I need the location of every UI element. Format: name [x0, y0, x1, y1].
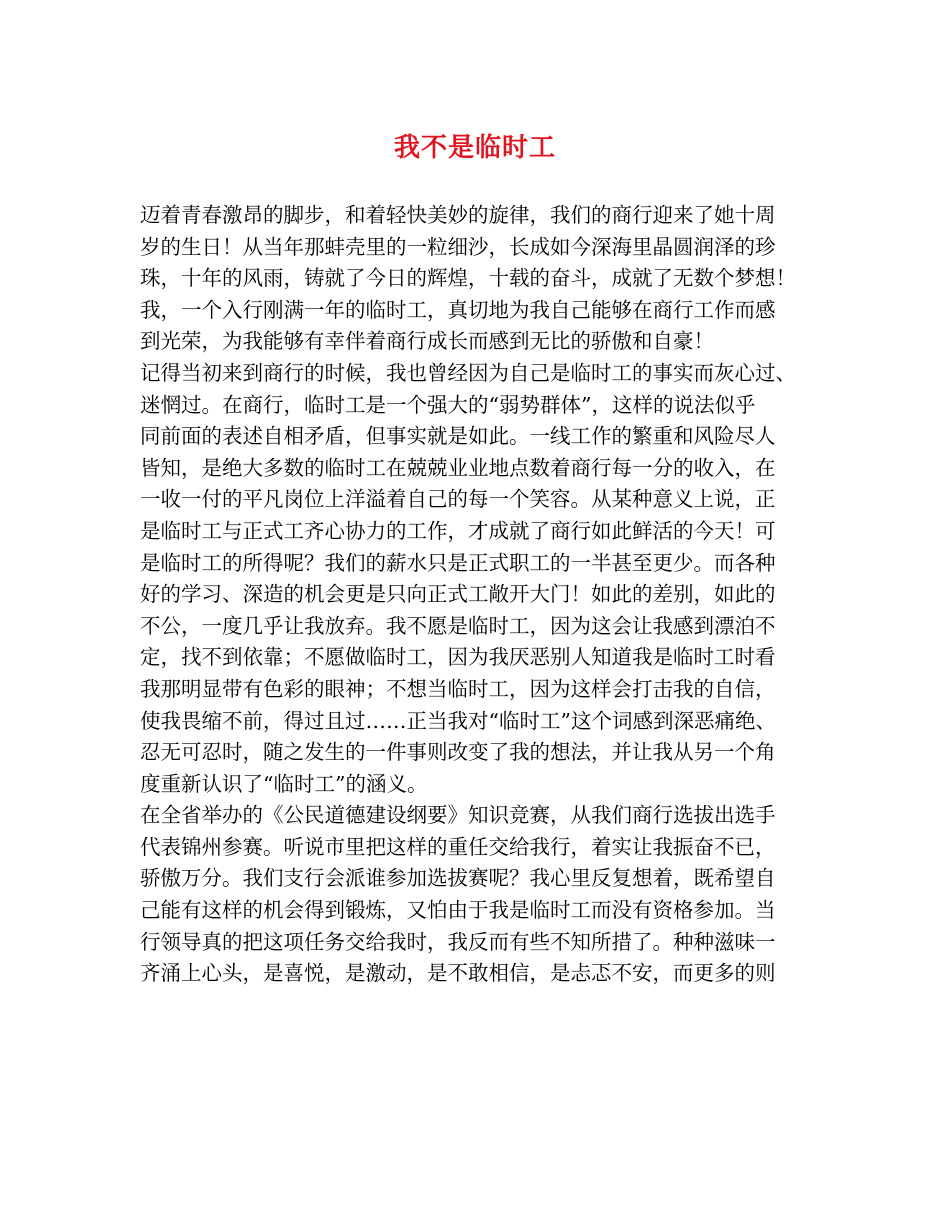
text-line: 好的学习、深造的机会更是只向正式工敞开大门！如此的差别，如此的	[140, 582, 776, 607]
text-line: 己能有这样的机会得到锻炼，又怕由于我是临时工而没有资格参加。当	[140, 898, 776, 923]
text-line: 迈着青春激昂的脚步，和着轻快美妙的旋律，我们的商行迎来了她十周	[140, 203, 776, 227]
text-line: 不公，一度几乎让我放弃。我不愿是临时工，因为这会让我感到漂泊不	[140, 613, 776, 638]
text-line: 骄傲万分。我们支行会派谁参加选拔赛呢？我心里反复想着，既希望自	[140, 866, 776, 891]
text-line: 我那明显带有色彩的眼神；不想当临时工，因为这样会打击我的自信，	[140, 676, 776, 701]
text-line: 在全省举办的《公民道德建设纲要》知识竞赛，从我们商行选拔出选手	[140, 803, 776, 828]
text-line: 齐涌上心头，是喜悦，是激动，是不敢相信，是忐忑不安，而更多的则	[140, 961, 776, 986]
text-line: 皆知，是绝大多数的临时工在兢兢业业地点数着商行每一分的收入，在	[140, 455, 776, 480]
text-line: 记得当初来到商行的时候，我也曾经因为自己是临时工的事实而灰心过、	[140, 360, 796, 385]
text-line: 行领导真的把这项任务交给我时，我反而有些不知所措了。种种滋味一	[140, 929, 776, 954]
text-line: 到光荣，为我能够有幸伴着商行成长而感到无比的骄傲和自豪！	[140, 329, 714, 354]
document-body	[140, 200, 830, 990]
text-line: 忍无可忍时，随之发生的一件事则改变了我的想法，并让我从另一个角	[140, 740, 776, 765]
text-line: 我，一个入行刚满一年的临时工，真切地为我自己能够在商行工作而感	[140, 297, 776, 322]
text-line: 使我畏缩不前，得过且过……正当我对“临时工”这个词感到深恶痛绝、	[140, 708, 776, 733]
text-line: 岁的生日！从当年那蚌壳里的一粒细沙，长成如今深海里晶圆润泽的珍	[140, 234, 776, 259]
document-title: 我不是临时工	[393, 133, 556, 163]
text-line: 一收一付的平凡岗位上洋溢着自己的每一个笑容。从某种意义上说，正	[140, 487, 776, 512]
text-line: 定，找不到依靠；不愿做临时工，因为我厌恶别人知道我是临时工时看	[140, 645, 776, 670]
text-line: 珠，十年的风雨，铸就了今日的辉煌，十载的奋斗，成就了无数个梦想！	[140, 266, 796, 291]
text-line: 代表锦州参赛。听说市里把这样的重任交给我行，着实让我振奋不已，	[140, 834, 776, 859]
text-line: 度重新认识了“临时工”的涵义。	[140, 771, 428, 796]
text-line: 同前面的表述自相矛盾，但事实就是如此。一线工作的繁重和风险尽人	[140, 424, 776, 449]
text-line: 是临时工与正式工齐心协力的工作，才成就了商行如此鲜活的今天！可	[140, 518, 776, 543]
text-line: 迷惘过。在商行，临时工是一个强大的“弱势群体”，这样的说法似乎	[140, 392, 756, 417]
text-line: 是临时工的所得呢？我们的薪水只是正式职工的一半甚至更少。而各种	[140, 550, 776, 575]
